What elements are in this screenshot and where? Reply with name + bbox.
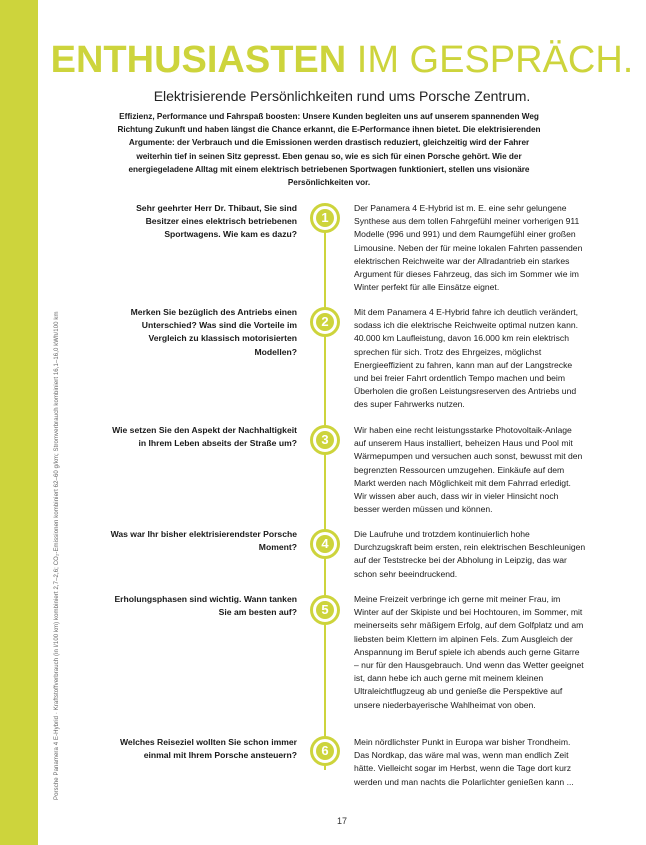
- number-2: 2: [316, 313, 334, 331]
- answer-4: Die Laufruhe und trotzdem kontinuierlich hohe Durchzugskraft beim ersten, rein elektrischen Beschleunigen auf der Teststrecke bei der Abholung in Leipzig, das war schon sehr beeindruckend.: [354, 529, 586, 579]
- accent-side-band: [0, 0, 38, 845]
- number-circle-1: [310, 203, 340, 233]
- number-1: 1: [316, 209, 334, 227]
- number-circle-6: [310, 736, 340, 766]
- number-circle-4: [310, 529, 340, 559]
- number-5: 5: [316, 601, 334, 619]
- answer-2: Mit dem Panamera 4 E-Hybrid fahre ich deutlich verändert, sodass ich die elektrische Reichweite optimal nutzen kann. 40.000 km Laufleistung, davon 16.000 km rein elektrisch sprechen für sich. Trotz des Ehrgeizes, möglichst Energieeffizient zu fahren, kann man auf der Langstrecke und bei freier Fahrt ordentlich Tempo machen und beim Überholen die großen Leistungsreserven des Antriebs und des super Fahrwerks nutzen.: [354, 307, 579, 410]
- number-4: 4: [316, 535, 334, 553]
- title-light: IM GESPRÄCH.: [356, 39, 634, 81]
- question-3: Wie setzen Sie den Aspekt der Nachhaltigkeit in Ihrem Leben abseits der Straße um?: [112, 425, 297, 449]
- number-6: 6: [316, 742, 334, 760]
- intro-paragraph: Effizienz, Performance und Fahrspaß boosten: Unsere Kunden begleiten uns auf unserem spannenden Weg Richtung Zukunft und haben längst die Chance erkannt, die E-Performance ihnen bietet. Die elektrisierenden Argumente: der Verbrauch und die Emissionen werden drastisch reduziert, gleichzeitig wird der Fahrer weiterhin tief in seinen Sitz gepresst. Eben genau so, wie es sich für einen Porsche gehört. Wie der energiegeladene Alltag mit einem elektrisch betriebenen Sportwagen funktioniert, stellen uns visionäre Persönlichkeiten vor.: [117, 112, 541, 188]
- answer-5: Meine Freizeit verbringe ich gerne mit meiner Frau, im Winter auf der Skipiste und bei Hochtouren, im Sommer, mit meinerseits sehr mäßigem Erfolg, auf dem Golfplatz und am liebsten beim Klettern im alpinen Fels. Zum Ausgleich der Anspannung im Beruf spiele ich abends auch gerne Gitarre – nur für den Hausgebrauch. Und wenn das Wetter geeignet ist, dann hebe ich auch gerne mit meinem kleinen Ultraleichtflugzeug ab und genieße die Perspektive auf unsere niederbayerische Wahlheimat von oben.: [354, 594, 584, 710]
- page-title: [38, 38, 646, 82]
- timeline-line: [324, 205, 326, 770]
- question-1: Sehr geehrter Herr Dr. Thibaut, Sie sind Besitzer eines elektrisch betriebenen Sportwagens. Wie kam es dazu?: [136, 203, 297, 240]
- side-note: Porsche Panamera 4 E-Hybrid · Kraftstoffverbrauch (in l/100 km) kombiniert 2,7–2,6; CO₂-Emissionen kombiniert 62–60 g/km; Stromverbrauch kombiniert 16,1–16,0 kWh/100 km: [54, 311, 60, 800]
- page-subtitle: Elektrisierende Persönlichkeiten rund ums Porsche Zentrum.: [153, 88, 531, 104]
- title-bold: ENTHUSIASTEN: [50, 39, 347, 81]
- number-circle-5: [310, 595, 340, 625]
- number-circle-3: [310, 425, 340, 455]
- number-circle-2: [310, 307, 340, 337]
- answer-6: Mein nördlichster Punkt in Europa war bisher Trondheim. Das Nordkap, das wäre mal was, wenn man endlich Zeit hätte. Vielleicht sogar im Herbst, wenn die Tage dort kurz werden und man nachts die Polarlichter genießen kann ...: [354, 737, 574, 787]
- question-2: Merken Sie bezüglich des Antriebs einen Unterschied? Was sind die Vorteile im Vergleich zu klassisch motorisierten Modellen?: [130, 307, 297, 357]
- answer-3: Wir haben eine recht leistungsstarke Photovoltaik-Anlage auf unserem Haus installiert, beheizen Haus und Pool mit Wärmepumpen und versuchen auch sonst, bewusst mit den begrenzten Ressourcen umzugehen. Einkäufe auf dem Markt werden nach Möglichkeit mit dem Fahrrad erledigt. Wir wissen aber auch, dass wir in vieler Hinsicht noch besser werden müssen und können.: [354, 425, 583, 515]
- question-6: Welches Reiseziel wollten Sie schon immer einmal mit Ihrem Porsche ansteuern?: [119, 737, 297, 761]
- page-number: 17: [336, 816, 347, 826]
- question-4: Was war Ihr bisher elektrisierendster Porsche Moment?: [110, 529, 297, 553]
- answer-1: Der Panamera 4 E-Hybrid ist m. E. eine sehr gelungene Synthese aus dem tollen Fahrgefühl meiner vorherigen 911 Modelle (996 und 991) und dem Raumgefühl einer großen Limousine. Neben der für meine lokalen Fahrten passenden elektrischen Reichweite war der Allradantrieb ein starkes Argument für dieses Fahrzeug, das sich im Sommer wie im Winter perfekt für alle Einsätze eignet.: [354, 203, 583, 293]
- number-3: 3: [316, 431, 334, 449]
- question-5: Erholungsphasen sind wichtig. Wann tanken Sie am besten auf?: [114, 594, 297, 618]
